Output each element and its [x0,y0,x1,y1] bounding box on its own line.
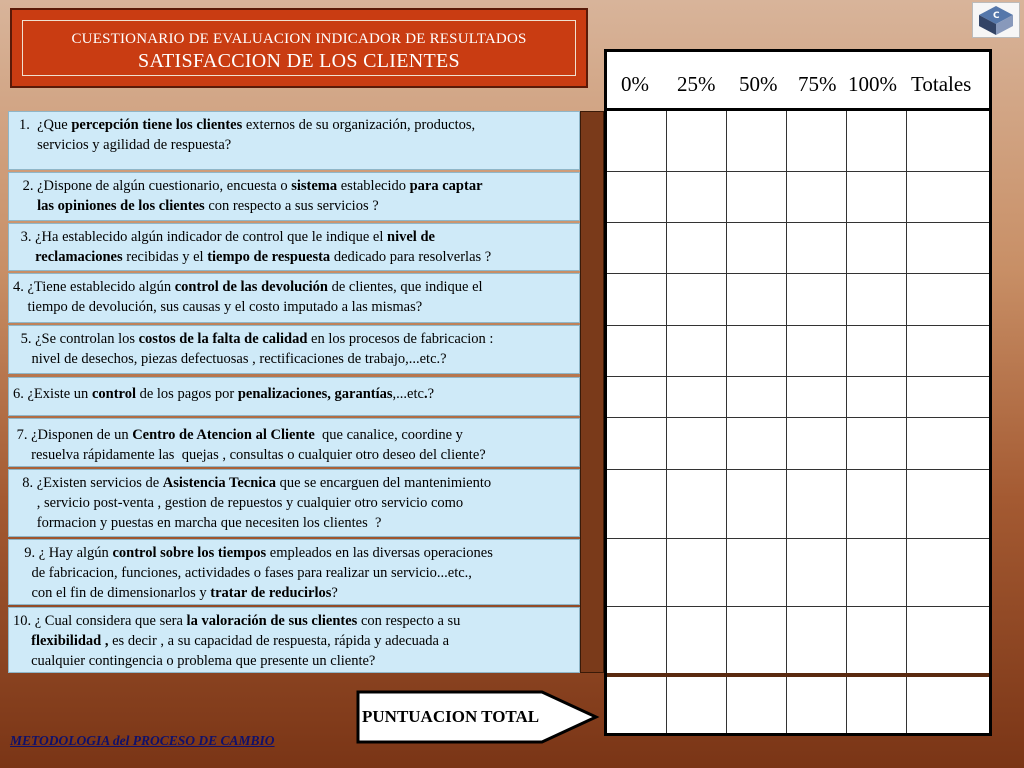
question-text-segment: de los pagos por [135,386,238,402]
question-line [13,277,575,297]
svg-text:C: C [993,11,1000,21]
question-6 [8,377,580,416]
question-text-segment: de fabricacion, funciones, actividades o fases para realizar un servicio...etc., [17,565,472,581]
question-text-segment: control [91,386,136,402]
question-text-segment: externos de su organización, productos, [242,117,476,133]
question-text-segment: es decir , a su capacidad de respuesta, rápida y adecuada a [108,633,450,649]
header-100: 100% [848,72,897,96]
question-text-segment: 4. ¿Tiene establecido algún [13,279,175,295]
question-text-segment: 7. ¿Disponen de un [13,427,133,443]
grid-column-divider [786,111,787,733]
question-line [13,384,575,404]
question-text-segment: de clientes, que indique el [327,279,483,295]
grid-row-divider [607,171,989,172]
question-line [13,651,575,671]
question-text-segment: con respecto a su [357,613,461,629]
question-line [15,493,575,513]
question-1 [8,111,580,170]
header-totales: Totales [911,72,972,96]
question-5 [8,325,580,374]
grid-row-divider [607,606,989,607]
question-line [17,227,575,247]
question-text-segment: tiempo de devolución, sus causas y el costo imputado a las mismas? [13,299,423,315]
question-text-segment: 8. ¿Existen servicios de [15,475,163,491]
question-line [17,349,575,369]
question-text-segment: tratar de reducirlos [210,585,332,601]
question-3 [8,223,580,271]
title-box [10,8,588,88]
grid-column-divider [906,111,907,733]
footer-methodology-link[interactable]: METODOLOGIA del PROCESO DE CAMBIO [10,733,275,748]
question-text-segment: las opiniones de los clientes [37,198,205,214]
question-text-segment: con respecto a sus servicios ? [204,198,379,214]
question-text-segment: Centro de Atencion al Cliente [132,427,315,443]
question-line [13,611,575,631]
question-line [17,563,575,583]
question-text-segment: 1. ¿Que [19,117,72,133]
grid-row-divider [607,469,989,470]
question-text-segment: control sobre los tiempos [112,545,267,561]
question-text-segment: nivel de [387,229,435,245]
grid-row-divider [607,325,989,326]
total-label: PUNTUACION TOTAL [362,707,540,726]
grid-column-divider [846,111,847,733]
question-text-segment: ? [331,585,338,601]
grid-row-divider [607,222,989,223]
question-text-segment: cualquier contingencia o problema que presente un cliente? [13,653,376,669]
company-logo-icon [972,2,1020,38]
question-line [19,176,575,196]
title-inner-frame [22,20,576,76]
question-text-segment [19,198,37,214]
question-text-segment: que se encarguen del mantenimiento [275,475,492,491]
question-line [15,513,575,533]
grid-row-divider [607,538,989,539]
question-2 [8,172,580,221]
question-text-segment: nivel de desechos, piezas defectuosas , rectificaciones de trabajo,...etc.? [17,351,447,367]
question-text-segment: la valoración de sus clientes [186,613,358,629]
question-text-segment: tiempo de respuesta [207,249,331,265]
grid-row-divider [607,417,989,418]
header-0: 0% [621,72,649,96]
question-text-segment: formacion y puestas en marcha que necesiten los clientes ? [15,515,382,531]
question-line [19,196,575,216]
question-text-segment: control de las devolución [174,279,328,295]
grid-row-divider [607,376,989,377]
row-connector-bar [580,111,604,673]
question-text-segment: 6. ¿Existe un [13,386,92,402]
question-text-segment: dedicado para resolverlas ? [330,249,492,265]
question-line [13,425,575,445]
question-text-segment: en los procesos de fabricacion : [307,331,494,347]
header-25: 25% [677,72,716,96]
grid-total-separator [607,673,989,677]
question-text-segment: 10. ¿ Cual considera que sera [13,613,187,629]
question-text-segment [17,249,35,265]
question-text-segment: sistema [291,178,338,194]
question-line [17,329,575,349]
question-text-segment: resuelva rápidamente las quejas , consultas o cualquier otro deseo del cliente? [13,447,486,463]
question-text-segment: ? [427,386,434,402]
grid-column-divider [666,111,667,733]
question-line [13,445,575,465]
question-text-segment: 9. ¿ Hay algún [17,545,113,561]
score-grid[interactable] [604,108,992,736]
question-text-segment: para captar [409,178,483,194]
question-line [17,583,575,603]
question-text-segment [13,633,31,649]
question-text-segment: que canalice, coordine y [314,427,463,443]
question-line [19,135,575,155]
question-text-segment: reclamaciones [35,249,123,265]
question-text-segment: 2. ¿Dispone de algún cuestionario, encuesta o [19,178,292,194]
question-line [19,115,575,135]
question-text-segment: servicios y agilidad de respuesta? [19,137,232,153]
question-line [13,631,575,651]
question-text-segment: 5. ¿Se controlan los [17,331,139,347]
title-line-2: SATISFACCION DE LOS CLIENTES [138,50,460,72]
question-text-segment: recibidas y el [122,249,208,265]
question-10 [8,607,580,673]
question-text-segment: empleados en las diversas operaciones [266,545,493,561]
grid-row-divider [607,273,989,274]
question-text-segment: . [423,386,428,402]
question-8 [8,469,580,537]
header-75: 75% [798,72,837,96]
question-text-segment: ,...etc [392,386,424,402]
question-9 [8,539,580,605]
question-line [17,543,575,563]
title-line-1: CUESTIONARIO DE EVALUACION INDICADOR DE RESULTADOS [71,31,527,47]
question-text-segment: , servicio post-venta , gestion de repuestos y cualquier otro servicio como [15,495,464,511]
question-text-segment: establecido [337,178,410,194]
question-text-segment: percepción tiene los clientes [71,117,243,133]
question-text-segment: con el fin de dimensionarlos y [17,585,211,601]
question-text-segment: 3. ¿Ha establecido algún indicador de control que le indique el [17,229,388,245]
score-header [604,49,992,111]
question-text-segment: costos de la falta de calidad [138,331,308,347]
header-50: 50% [739,72,778,96]
question-text-segment: flexibilidad , [31,633,109,649]
question-4 [8,273,580,323]
question-7 [8,418,580,467]
question-line [13,297,575,317]
grid-column-divider [726,111,727,733]
question-line [17,247,575,267]
question-text-segment: penalizaciones, garantías [237,386,393,402]
question-line [15,473,575,493]
question-text-segment: Asistencia Tecnica [162,475,276,491]
